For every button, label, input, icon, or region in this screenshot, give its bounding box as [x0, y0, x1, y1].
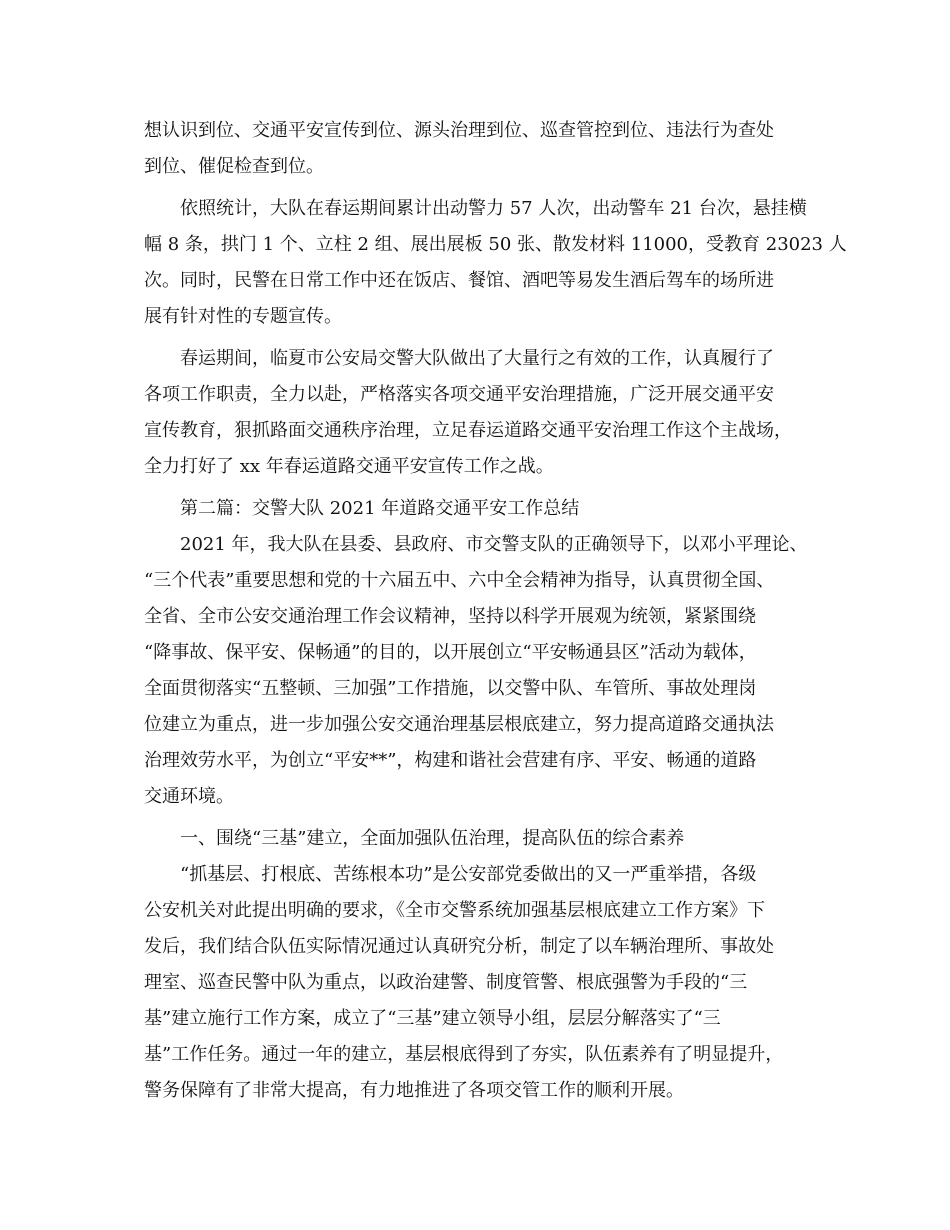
- section-heading: 第二篇：交警大队 2021 年道路交通平安工作总结: [180, 498, 580, 519]
- text-line: 理室、巡查民警中队为重点，以政治建警、制度管警、根底强警为手段的“三: [144, 972, 748, 993]
- paragraph-start-line: “抓基层、打根底、苦练根本功”是公安部党委做出的又一严重举措，各级: [180, 864, 757, 885]
- paragraph-start-line: 春运期间，临夏市公安局交警大队做出了大量行之有效的工作，认真履行了: [180, 348, 774, 369]
- text-line: 全面贯彻落实“五整顿、三加强”工作措施，以交警中队、车管所、事故处理岗: [144, 678, 757, 699]
- text-line: 想认识到位、交通平安宣传到位、源头治理到位、巡查管控到位、违法行为查处: [144, 120, 774, 141]
- text-line: 展有针对性的专题宣传。: [144, 306, 342, 327]
- text-line: 全力打好了 xx 年春运道路交通平安宣传工作之战。: [144, 456, 554, 477]
- text-line: 交通环境。: [144, 786, 234, 807]
- text-line: 到位、催促检查到位。: [144, 156, 324, 177]
- text-line: 各项工作职责，全力以赴，严格落实各项交通平安治理措施，广泛开展交通平安: [144, 384, 774, 405]
- text-line: 治理效劳水平，为创立“平安**”，构建和谐社会营建有序、平安、畅通的道路: [144, 750, 757, 771]
- paragraph-start-line: 2021 年，我大队在县委、县政府、市交警支队的正确领导下，以邓小平理论、: [180, 534, 808, 555]
- text-line: 次。同时，民警在日常工作中还在饭店、餐馆、酒吧等易发生酒后驾车的场所进: [144, 270, 774, 291]
- text-line: 发后，我们结合队伍实际情况通过认真研究分析，制定了以车辆治理所、事故处: [144, 936, 774, 957]
- text-line: 全省、全市公安交通治理工作会议精神，坚持以科学开展观为统领，紧紧围绕: [144, 606, 756, 627]
- subsection-heading: 一、围绕“三基”建立，全面加强队伍治理，提高队伍的综合素养: [180, 828, 685, 849]
- text-line: “降事故、保平安、保畅通”的目的，以开展创立“平安畅通县区”活动为载体，: [144, 642, 757, 663]
- text-line: 幅 8 条，拱门 1 个、立柱 2 组、展出展板 50 张、散发材料 11000，受教育 23023 人: [144, 234, 847, 255]
- text-line: “三个代表”重要思想和党的十六届五中、六中全会精神为指导，认真贯彻全国、: [144, 570, 775, 591]
- text-line: 宣传教育，狠抓路面交通秩序治理，立足春运道路交通平安治理工作这个主战场，: [144, 420, 792, 441]
- text-line: 警务保障有了非常大提高，有力地推进了各项交管工作的顺利开展。: [144, 1080, 684, 1101]
- text-line: 基”工作任务。通过一年的建立，基层根底得到了夯实，队伍素养有了明显提升，: [144, 1044, 784, 1065]
- text-line: 位建立为重点，进一步加强公安交通治理基层根底建立，努力提高道路交通执法: [144, 714, 774, 735]
- text-line: 公安机关对此提出明确的要求，《全市交警系统加强基层根底建立工作方案》下: [144, 900, 765, 921]
- document-body: [144, 113, 847, 1109]
- text-line: 基”建立施行工作方案，成立了“三基”建立领导小组，层层分解落实了“三: [144, 1008, 721, 1029]
- paragraph-start-line: 依照统计，大队在春运期间累计出动警力 57 人次，出动警车 21 台次，悬挂横: [180, 198, 807, 219]
